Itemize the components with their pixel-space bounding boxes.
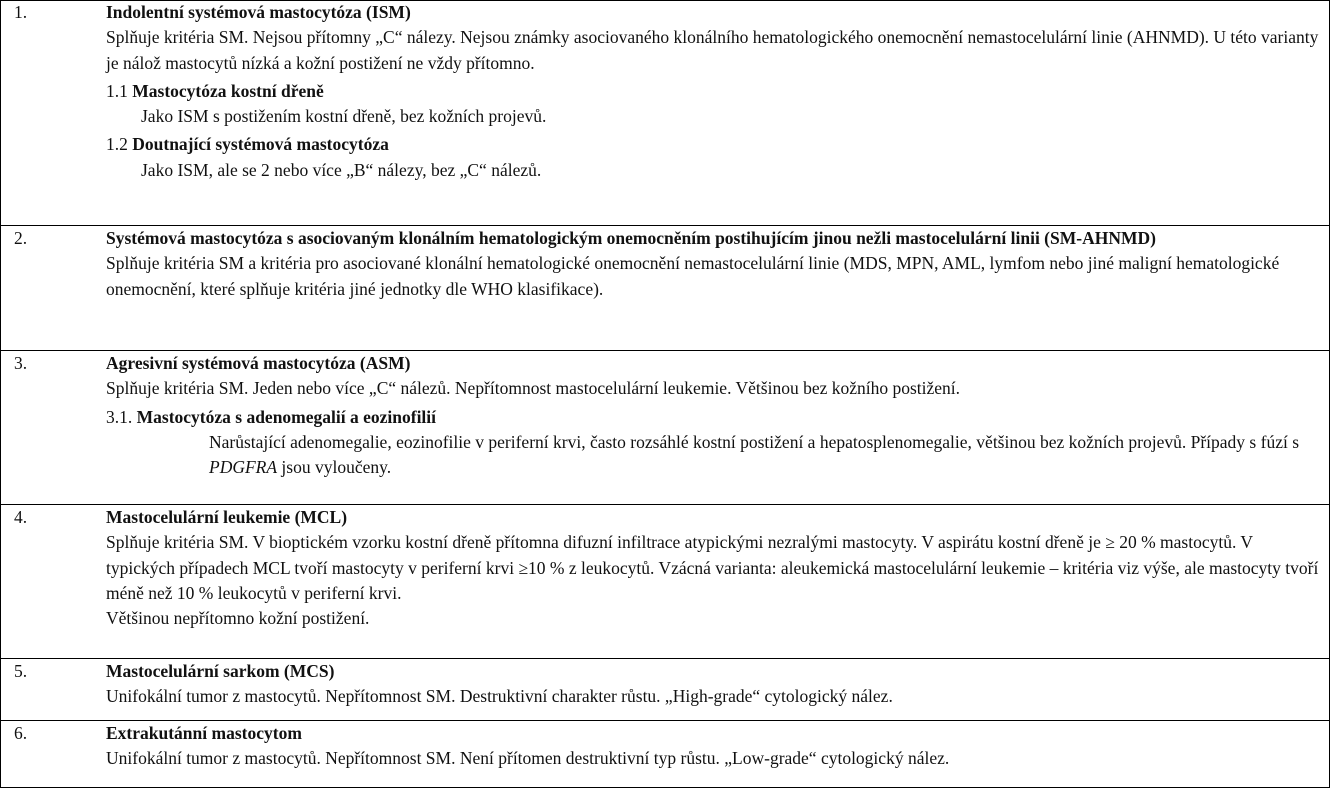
row-number: 2. — [14, 228, 28, 248]
sub-item — [106, 405, 1324, 430]
row-number: 3. — [14, 353, 28, 373]
row-text: Unifokální tumor z mastocytů. Nepřítomnost SM. Není přítomen destruktivní typ růstu. „Low-grade“ cytologický nález. — [106, 748, 950, 769]
gene-name: PDGFRA — [209, 457, 278, 478]
sub-title: Mastocytóza s adenomegalií a eozinofilií — [136, 406, 437, 427]
row-title: Agresivní systémová mastocytóza (ASM) — [106, 353, 411, 373]
sub-number: 3.1. — [106, 406, 133, 427]
table-row — [0, 225, 1330, 350]
sub-number: 1.2 — [106, 134, 128, 155]
sub-text-part: jsou vyloučeny. — [277, 457, 392, 478]
row-text: Unifokální tumor z mastocytů. Nepřítomnost SM. Destruktivní charakter růstu. „High-grade“ cytologický nález. — [106, 686, 893, 707]
row-text: Splňuje kritéria SM a kritéria pro asociované klonální hematologické onemocnění nemastocelulární linie (MDS, MPN, AML, lymfom nebo jiné maligní hematologické onemocnění, které splňuje kritéria jiné jednotky dle WHO klasifikace). — [106, 253, 1280, 299]
row-number: 5. — [14, 661, 28, 681]
row-number: 6. — [14, 723, 28, 743]
row-text: Splňuje kritéria SM. V bioptickém vzorku kostní dřeně přítomna difuzní infiltrace atypickými nezralými mastocyty. V aspirátu kostní dřeně je ≥ 20 % mastocytů. V typických případech MCL tvoří mastocyty v periferní krvi ≥10 % z leukocytů. Vzácná varianta: aleukemická mastocelulární leukemie – kritéria viz výše, ale mastocyty tvoří méně než 10 % leukocytů v periferní krvi. — [106, 532, 1319, 603]
row-text: Splňuje kritéria SM. Jeden nebo více „C“ nálezů. Nepřítomnost mastocelulární leukemie. Většinou bez kožního postižení. — [106, 378, 961, 399]
sub-text: Jako ISM, ale se 2 nebo více „B“ nálezy, bez „C“ nálezů. — [141, 159, 542, 180]
row-title: Mastocelulární leukemie (MCL) — [106, 507, 348, 527]
row-number: 1. — [14, 2, 28, 22]
sub-text-part: Narůstající adenomegalie, eozinofilie v periferní krvi, často rozsáhlé kostní postižení a hepatosplenomegalie, většinou bez kožních projevů. Případy s fúzí s — [209, 431, 1300, 452]
row-title: Extrakutánní mastocytom — [106, 723, 302, 743]
row-title: Indolentní systémová mastocytóza (ISM) — [106, 2, 411, 22]
sub-text: Jako ISM s postižením kostní dřeně, bez kožních projevů. — [141, 106, 547, 127]
table-row — [0, 658, 1330, 720]
sub-number: 1.1 — [106, 80, 128, 101]
table-row — [0, 350, 1330, 504]
sub-title: Doutnající systémová mastocytóza — [132, 134, 389, 155]
row-text-2: Většinou nepřítomno kožní postižení. — [106, 608, 370, 629]
sub-item — [106, 132, 1324, 157]
table-row — [0, 504, 1330, 658]
sub-title: Mastocytóza kostní dřeně — [132, 80, 324, 101]
table-row — [0, 720, 1330, 781]
row-title: Mastocelulární sarkom (MCS) — [106, 661, 335, 681]
sub-text — [209, 430, 1324, 481]
row-title: Systémová mastocytóza s asociovaným klonálním hematologickým onemocněním postihujícím jinou nežli mastocelulární linii (SM-AHNMD) — [106, 228, 1156, 248]
table-row — [0, 0, 1330, 225]
row-text: Splňuje kritéria SM. Nejsou přítomny „C“ nálezy. Nejsou známky asociovaného klonálního hematologického onemocnění nemastocelulární linie (AHNMD). U této varianty je nálož mastocytů nízká a kožní postižení ne vždy přítomno. — [106, 27, 1319, 73]
sub-item — [106, 79, 1324, 104]
row-number: 4. — [14, 507, 28, 527]
